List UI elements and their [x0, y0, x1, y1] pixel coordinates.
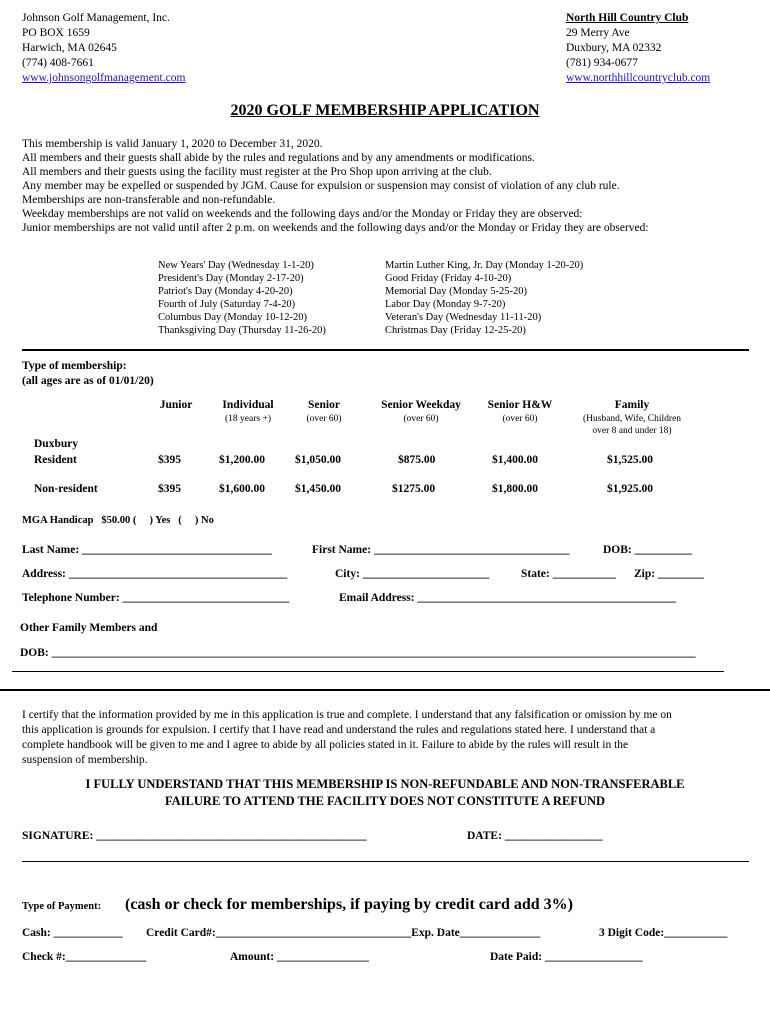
section-divider	[22, 349, 749, 351]
membership-heading: Type of membership:	[22, 360, 127, 372]
company-phone: (774) 408-7661	[22, 57, 94, 69]
price-cell: $1,450.00	[295, 483, 341, 495]
certify-line: I certify that the information provided by me in this application is true and complete. I understand that any falsification or omission by me on	[22, 709, 672, 721]
last-name-field[interactable]: Last Name: _________________________________	[22, 544, 272, 556]
col-individual-note: (18 years +)	[225, 414, 271, 424]
col-senior: Senior	[308, 399, 340, 411]
company-name: Johnson Golf Management, Inc.	[22, 12, 170, 24]
rule-line: All members and their guests shall abide by the rules and regulations and by any amendments or modifications.	[22, 152, 535, 164]
price-cell: $1,400.00	[492, 454, 538, 466]
zip-field[interactable]: Zip: ________	[634, 568, 704, 580]
col-family-note-2: over 8 and under 18)	[592, 426, 672, 436]
holiday-item: Columbus Day (Monday 10-12-20)	[158, 312, 308, 323]
price-cell: $1,525.00	[607, 454, 653, 466]
price-cell: $1,600.00	[219, 483, 265, 495]
price-cell: $1,050.00	[295, 454, 341, 466]
family-dob-field[interactable]: DOB: ________________________________________________________________________________________________________________	[20, 647, 696, 659]
price-cell: $395	[158, 454, 181, 466]
club-name: North Hill Country Club	[566, 12, 689, 24]
holiday-item: Thanksgiving Day (Thursday 11-26-20)	[158, 325, 326, 336]
first-name-field[interactable]: First Name: __________________________________	[312, 544, 570, 556]
rule-line: Junior memberships are not valid until after 2 p.m. on weekends and the following days and/or the Monday or Friday they are observed:	[22, 222, 649, 234]
club-street: 29 Merry Ave	[566, 27, 630, 39]
section-divider	[22, 861, 749, 862]
holiday-item: New Years' Day (Wednesday 1-1-20)	[158, 260, 314, 271]
company-city: Harwich, MA 02645	[22, 42, 117, 54]
col-senior-hw-note: (over 60)	[502, 414, 538, 424]
family-extra-line[interactable]	[12, 671, 724, 672]
col-family-note: (Husband, Wife, Children	[582, 414, 682, 424]
holiday-item: Labor Day (Monday 9-7-20)	[385, 299, 506, 310]
state-field[interactable]: State: ___________	[521, 568, 616, 580]
holiday-item: Veteran's Day (Wednesday 11-11-20)	[385, 312, 542, 323]
price-cell: $1275.00	[392, 483, 436, 495]
col-senior-hw: Senior H&W	[487, 399, 553, 411]
price-cell: $1,800.00	[492, 483, 538, 495]
row-label: Duxbury	[34, 438, 79, 450]
city-field[interactable]: City: ______________________	[335, 568, 490, 580]
holiday-item: Good Friday (Friday 4-10-20)	[385, 273, 512, 284]
holiday-item: Patriot's Day (Monday 4-20-20)	[158, 286, 293, 297]
credit-card-field[interactable]: Credit Card#:__________________________________Exp. Date______________	[146, 927, 541, 939]
rule-line: This membership is valid January 1, 2020 to December 31, 2020.	[22, 138, 323, 150]
club-phone: (781) 934-0677	[566, 57, 638, 69]
address-field[interactable]: Address: ______________________________________	[22, 568, 288, 580]
section-divider	[0, 689, 770, 691]
price-cell: $395	[158, 483, 181, 495]
col-senior-note: (over 60)	[306, 414, 342, 424]
telephone-field[interactable]: Telephone Number: _____________________________	[22, 592, 290, 604]
refund-notice-1: I FULLY UNDERSTAND THAT THIS MEMBERSHIP IS NON-REFUNDABLE AND NON-TRANSFERABLE	[85, 777, 685, 791]
dob-field[interactable]: DOB: __________	[603, 544, 693, 556]
page-title: 2020 GOLF MEMBERSHIP APPLICATION	[230, 102, 540, 119]
date-paid-field[interactable]: Date Paid: _________________	[490, 951, 643, 963]
email-field[interactable]: Email Address: _____________________________________________	[339, 592, 677, 604]
mga-handicap-option[interactable]: MGA Handicap $50.00 ( ) Yes ( ) No	[22, 515, 214, 526]
row-label: Resident	[34, 454, 77, 466]
price-cell: $875.00	[398, 454, 436, 466]
rule-line: Any member may be expelled or suspended by JGM. Cause for expulsion or suspension may consist of violation of any club rule.	[22, 180, 620, 192]
col-senior-weekday-note: (over 60)	[403, 414, 439, 424]
price-cell: $1,925.00	[607, 483, 653, 495]
certify-line: complete handbook will be given to me and I agree to abide by all policies stated in it. Failure to abide by the rules will result in the	[22, 739, 629, 751]
club-city: Duxbury, MA 02332	[566, 42, 662, 54]
cash-field[interactable]: Cash: ____________	[22, 927, 123, 939]
col-junior: Junior	[159, 399, 193, 411]
col-family: Family	[614, 399, 650, 411]
price-cell: $1,200.00	[219, 454, 265, 466]
refund-notice-2: FAILURE TO ATTEND THE FACILITY DOES NOT CONSTITUTE A REFUND	[164, 794, 606, 808]
col-senior-weekday: Senior Weekday	[381, 399, 461, 411]
col-individual: Individual	[222, 399, 274, 411]
holiday-item: Fourth of July (Saturday 7-4-20)	[158, 299, 296, 310]
certify-line: suspension of membership.	[22, 754, 148, 766]
check-field[interactable]: Check #:______________	[22, 951, 147, 963]
row-label: Non-resident	[34, 483, 98, 495]
holiday-item: Martin Luther King, Jr. Day (Monday 1-20-20)	[385, 260, 584, 271]
digit-code-field[interactable]: 3 Digit Code:___________	[599, 927, 728, 939]
family-members-label: Other Family Members and	[20, 622, 158, 634]
amount-field[interactable]: Amount: ________________	[230, 951, 369, 963]
holiday-item: Memorial Day (Monday 5-25-20)	[385, 286, 528, 297]
payment-note: (cash or check for memberships, if paying by credit card add 3%)	[125, 896, 573, 913]
membership-subheading: (all ages are as of 01/01/20)	[22, 375, 154, 387]
rule-line: Weekday memberships are not valid on weekends and the following days and/or the Monday or Friday they are observed:	[22, 208, 583, 220]
holiday-item: President's Day (Monday 2-17-20)	[158, 273, 304, 284]
holiday-item: Christmas Day (Friday 12-25-20)	[385, 325, 526, 336]
rule-line: All members and their guests using the facility must register at the Pro Shop upon arriving at the club.	[22, 166, 492, 178]
signature-field[interactable]: SIGNATURE: _______________________________________________	[22, 830, 367, 842]
certify-line: this application is grounds for expulsion. I certify that I have read and understand the rules and regulations stated here. I understand that a	[22, 724, 656, 736]
payment-label: Type of Payment:	[22, 901, 102, 912]
company-website-link[interactable]: www.johnsongolfmanagement.com	[22, 72, 186, 84]
club-website-link[interactable]: www.northhillcountryclub.com	[566, 72, 711, 84]
po-box: PO BOX 1659	[22, 27, 90, 39]
rule-line: Memberships are non-transferable and non-refundable.	[22, 194, 276, 206]
date-field[interactable]: DATE: _________________	[467, 830, 603, 842]
